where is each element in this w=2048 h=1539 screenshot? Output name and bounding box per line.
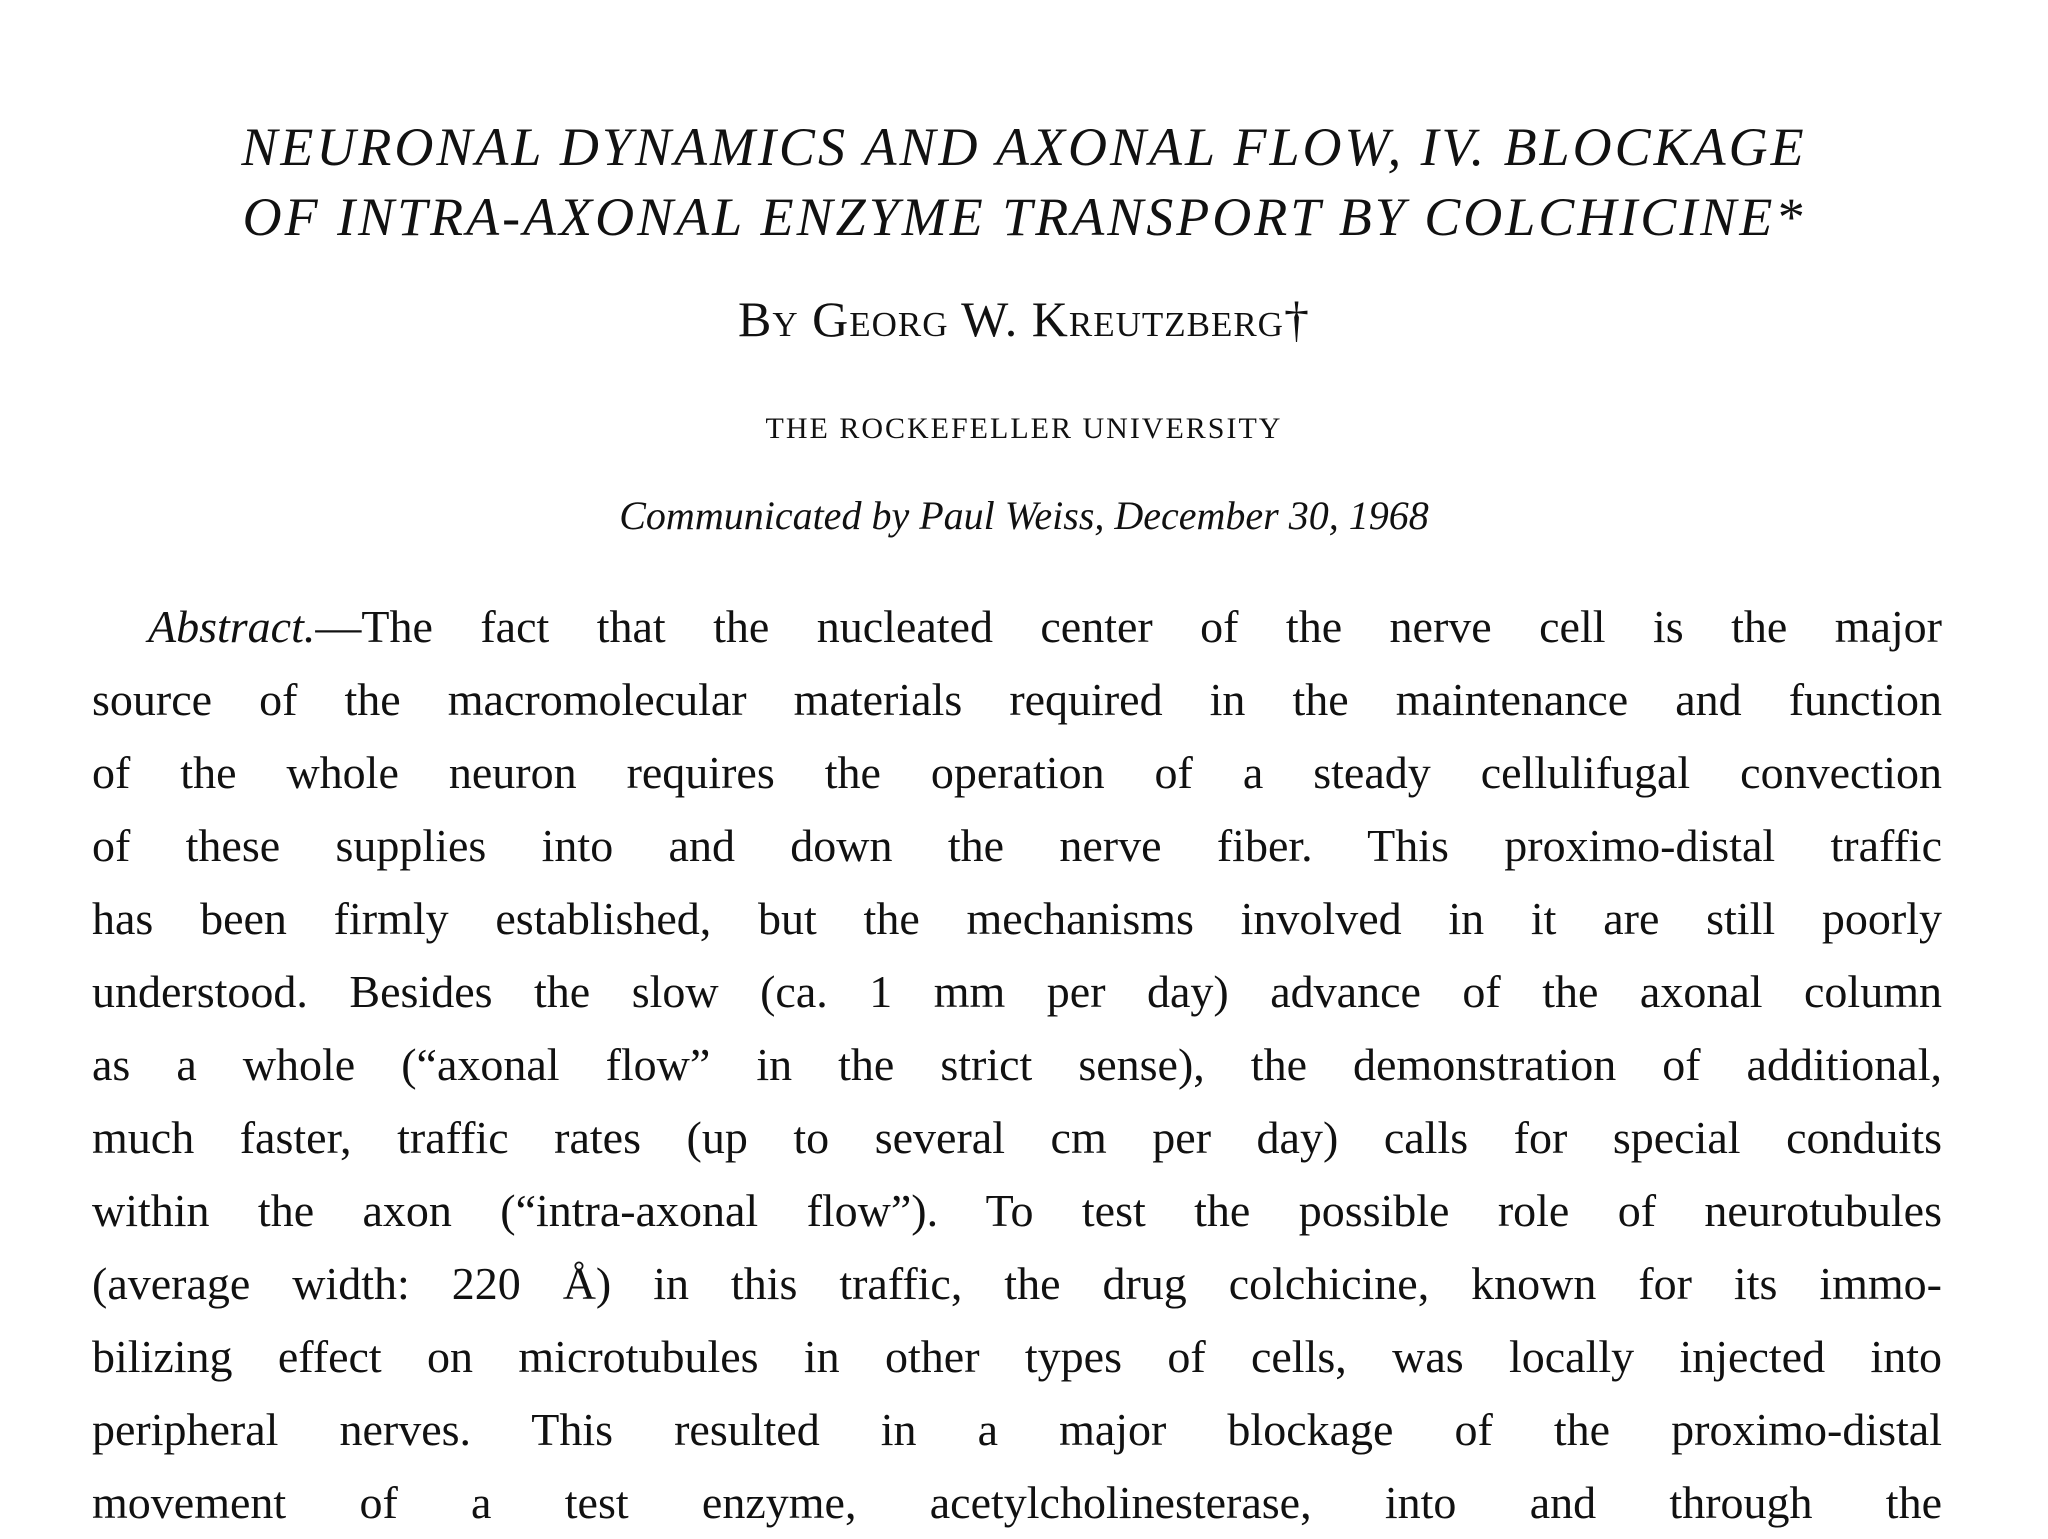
abstract-line-7: as a whole (“axonal flow” in the strict sense), the demonstration of additional,	[92, 1039, 1942, 1090]
abstract-line-6: understood. Besides the slow (ca. 1 mm per day) advance of the axonal column	[92, 966, 1942, 1017]
abstract-line-9: within the axon (“intra-axonal flow”). To test the possible role of neurotubules	[92, 1185, 1942, 1236]
abstract-line-5: has been firmly established, but the mechanisms involved in it are still poorly	[92, 893, 1942, 944]
affiliation: THE ROCKEFELLER UNIVERSITY	[765, 412, 1283, 445]
article-title-line-1: NEURONAL DYNAMICS AND AXONAL FLOW, IV. BLOCKAGE	[241, 117, 1807, 177]
abstract-line-1-text: —The fact that the nucleated center of the nerve cell is the major	[315, 601, 1942, 652]
article-title-line-2: OF INTRA-AXONAL ENZYME TRANSPORT BY COLCHICINE*	[242, 187, 1806, 247]
abstract-line-4: of these supplies into and down the nerve fiber. This proximo-distal traffic	[92, 820, 1942, 871]
abstract-line-2: source of the macromolecular materials required in the maintenance and function	[92, 674, 1942, 725]
abstract-line-1	[92, 590, 1942, 663]
abstract-line-11: bilizing effect on microtubules in other types of cells, was locally injected into	[92, 1331, 1942, 1382]
abstract-line-12: peripheral nerves. This resulted in a major blockage of the proximo-distal	[92, 1404, 1942, 1455]
abstract-label: Abstract.	[148, 601, 316, 652]
abstract-paragraph	[92, 590, 1942, 1539]
abstract-line-3: of the whole neuron requires the operation of a steady cellulifugal convection	[92, 747, 1942, 798]
author-byline: By Georg W. Kreutzberg†	[738, 291, 1310, 347]
communicated-by: Communicated by Paul Weiss, December 30, 1968	[619, 493, 1429, 538]
abstract-line-13: movement of a test enzyme, acetylcholinesterase, into and through the	[92, 1477, 1942, 1528]
abstract-line-10: (average width: 220 Å) in this traffic, the drug colchicine, known for its immo-	[92, 1258, 1942, 1309]
abstract-line-8: much faster, traffic rates (up to several cm per day) calls for special conduits	[92, 1112, 1942, 1163]
